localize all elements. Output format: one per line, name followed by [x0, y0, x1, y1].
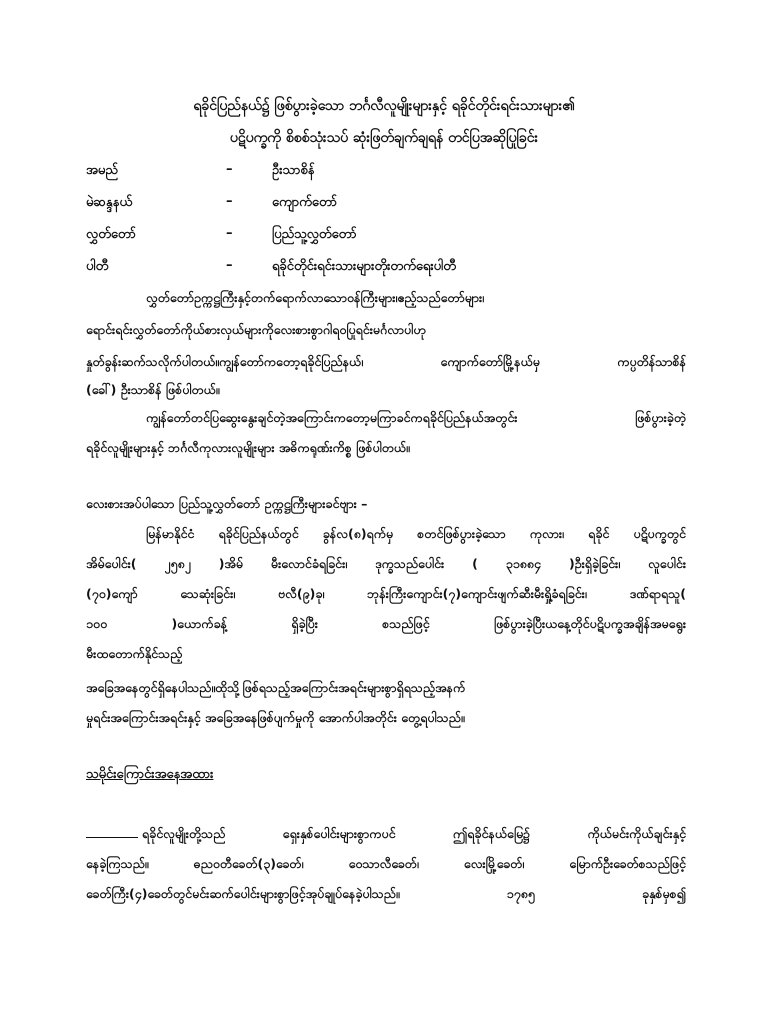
address-line: လေးစားအပ်ပါသော ပြည်သူ့လွှတ်တော် ဥက္ကဋ္ဌကြီးများခင်ဗျား – — [86, 496, 368, 511]
paragraph-line: အခြေအနေတွင်ရှိနေပါသည်။ထိုသို့ဖြစ်ရသည့်အကြောင်းအရင်းများစွာရှိရသည့်အနက် — [86, 680, 466, 695]
info-label-party: ပါတီ — [86, 259, 109, 274]
paragraph-line: ရခိုင်လူမျိုးများနှင့် ဘင်္ဂလီကုလားလူမျိုးများ အဓိကရုဏ်းကိစ္စ ဖြစ်ပါတယ်။ — [86, 440, 410, 455]
info-dash: – — [226, 162, 233, 177]
fill-in-blank — [86, 837, 138, 838]
info-dash: – — [226, 258, 233, 273]
paragraph-line: ခေတ်ကြီး(၄)ခေတ်တွင်မင်းဆက်ပေါင်းများစွာဖြင့်အုပ်ချုပ်နေခဲ့ပါသည်။ ၁၇၈၅ ခုနှစ်မှစ၍ — [86, 886, 686, 901]
paragraph-line: ၁၀၀ )ယောက်ခန့် ရှိခဲ့ပြီး စသည်ဖြင့် ဖြစ်ပွားခဲ့ပြီးယနေ့တိုင်ပဋိပက္ခအချိန်အမရွေး — [86, 616, 686, 631]
info-dash: – — [226, 226, 233, 241]
paragraph-line: ကျွန်တော်တင်ပြဆွေးနွေးချင်တဲ့အကြောင်းကတော့မကြာခင်ကရခိုင်ပြည်နယ်အတွင်း ဖြစ်ပွားခဲ့တဲ့ — [146, 410, 686, 425]
section-heading: သမိုင်းကြောင်းအနေအထား — [86, 767, 214, 782]
paragraph-line: လွှတ်တော်ဥက္ကဋ္ဌကြီးနှင့်တက်ရောက်လာသောဝန်ကြီးများ၊ဧည့်သည်တော်များ၊ — [146, 290, 485, 305]
info-dash: – — [226, 194, 233, 209]
paragraph-line: နှုတ်ခွန်းဆက်သလိုက်ပါတယ်။ကျွန်တော်ကတော့ရခိုင်ပြည်နယ်၊ ကျောက်တော်မြို့နယ်မှ ကပ္ပတိန်သာစိန် — [86, 354, 686, 369]
paragraph-line: မြန်မာနိုင်ငံ ရခိုင်ပြည်နယ်တွင် ခွန်လ(၈)ရက်မှ စတင်ဖြစ်ပွားခဲ့သော ကုလား၊ ရခိုင် ပဋိပက္ခတွင် — [146, 526, 686, 541]
info-value-name: ဦးသာစိန် — [272, 163, 315, 178]
paragraph-line: အိမ်ပေါင်း( ၂၅၈၂ )အိမ် မီးလောင်ခံရခြင်း၊ ဒုက္ခသည်ပေါင်း ( ၃၁၈၈၄ )ဦးရှိခဲ့ခြင်း၊ လူပေါင်း — [86, 556, 686, 571]
paragraph-line: (၇၀)ကျော် သေဆုံးခြင်း၊ ဗလီ(၉)ခု၊ ဘုန်းကြီးကျောင်း(၇)ကျောင်းဖျက်ဆီးမီးရှို့ခံရခြင်း၊ ဒဏ်ရာရသူ( — [86, 586, 686, 601]
paragraph-line: နေခဲ့ကြသည်။ ဓညဝတီခေတ်(၃)ခေတ်၊ ဝေသာလီခေတ်၊ လေးမြို့ခေတ်၊ မြောက်ဦးခေတ်စသည်ဖြင့် — [86, 856, 686, 871]
info-label-name: အမည် — [86, 163, 118, 178]
paragraph-line — [86, 826, 686, 845]
info-value-constituency: ကျောက်တော် — [272, 195, 337, 210]
paragraph-line: မီးထတောက်နိုင်သည့် — [86, 646, 183, 661]
info-value-house: ပြည်သူ့လွှတ်တော် — [272, 227, 357, 242]
info-label-constituency: မဲဆန္ဒနယ် — [86, 195, 133, 210]
paragraph-line: (ခေါ်) ဦးသာစိန် ဖြစ်ပါတယ်။ — [86, 382, 220, 397]
paragraph-line: ရောင်းရင်းလွှတ်တော်ကိုယ်စားလှယ်များကိုလေးစားစွာဂါရဝပြုရင်းမင်္ဂလာပါဟု — [86, 322, 426, 337]
document-title-line-2: ပဋိပက္ခကို စိစစ်သုံးသပ် ဆုံးဖြတ်ချက်ချရန် တင်ပြအဆိုပြုခြင်း — [229, 130, 539, 146]
document-title-line-1: ရခိုင်ပြည်နယ်၌ ဖြစ်ပွားခဲ့သော ဘင်္ဂလီလူမျိုးများနှင့် ရခိုင်တိုင်းရင်းသားများ၏ — [193, 98, 575, 114]
info-label-house: လွှတ်တော် — [86, 227, 136, 242]
paragraph-line: မှုရင်းအကြောင်းအရင်းနှင့် အခြေအနေဖြစ်ပျက်မှုကို အောက်ပါအတိုင်း တွေ့ရပါသည်။ — [86, 710, 465, 725]
info-value-party: ရခိုင်တိုင်းရင်းသားများတိုးတက်ရေးပါတီ — [272, 259, 456, 274]
paragraph-line-text: ရခိုင်လူမျိုးတို့သည် ရှေးနှစ်ပေါင်းများစွာကပင် ဤရခိုင်နယ်မြေ၌ ကိုယ်မင်းကိုယ်ချင်းနှင့် — [142, 826, 686, 841]
